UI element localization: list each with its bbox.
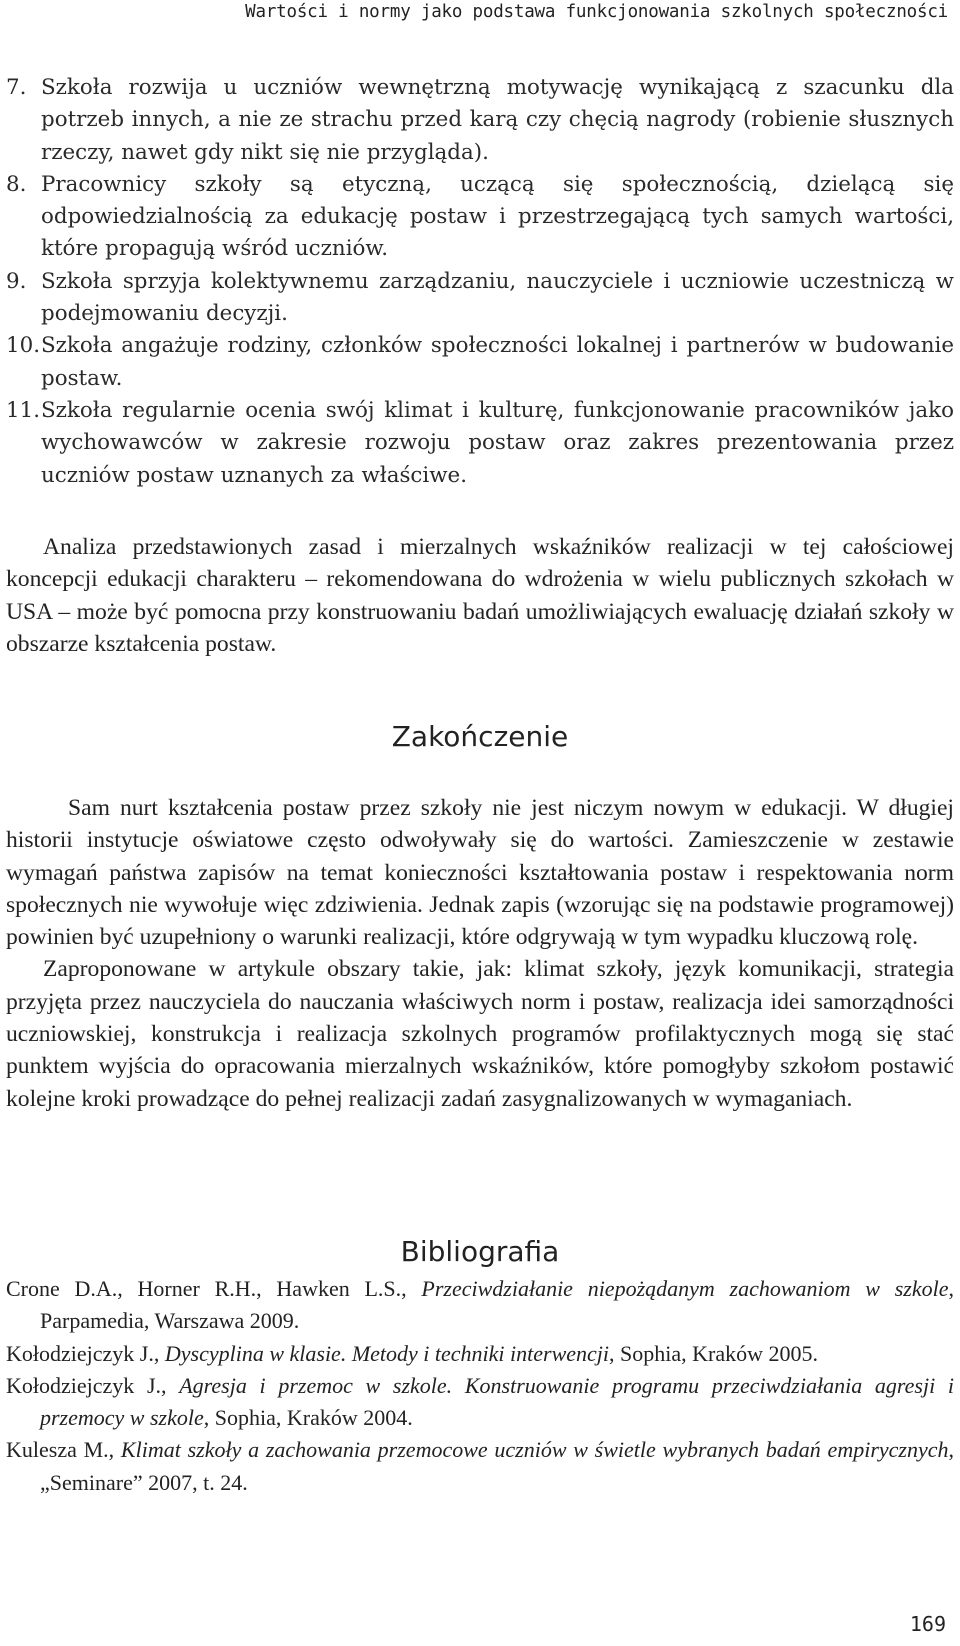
list-item-text: Pracownicy szkoły są etyczną, uczącą się społecznością, dzielącą się odpowiedzialnością za edukację postaw i przestrzegającą tych samych wartości, które propagują wśród uczniów. [41,171,954,262]
list-item-text: Szkoła regularnie ocenia swój klimat i kulturę, funkcjonowanie pracowników jako wychowawców w zakresie rozwoju postaw oraz zakres prezentowania przez uczniów postaw uznanych za właściwe. [41,397,954,488]
bib-title: Klimat szkoły a zachowania przemocowe uczniów w świetle wybranych badań empirycznych [120,1437,949,1463]
bibliography-heading: Bibliografia [400,1235,560,1268]
bibliography-entry [6,1370,954,1435]
running-header: Wartości i normy jako podstawa funkcjonowania szkolnych społeczności [245,2,948,22]
list-item-text: Szkoła rozwija u uczniów wewnętrzną motywację wynikającą z szacunku dla potrzeb innych, a nie ze strachu przed karą czy chęcią nagrody (robienie słusznych rzeczy, nawet gdy nikt się nie przygląda). [41,75,954,165]
bib-authors: Kulesza M., [6,1437,121,1463]
bib-title: Przeciwdziałanie niepożądanym zachowaniom w szkole [421,1276,949,1301]
bib-authors: Kołodziejczyk J., [6,1372,180,1398]
bibliography-entry [6,1273,954,1338]
page-number: 169 [909,1612,946,1636]
bib-authors: Kołodziejczyk J., [6,1340,165,1366]
list-item-text: Szkoła angażuje rodziny, członków społeczności lokalnej i partnerów w budowanie postaw. [41,333,954,391]
bib-authors: Crone D.A., Horner R.H., Hawken L.S., [6,1276,422,1301]
conclusion-heading: Zakończenie [391,720,569,753]
bib-publication: , „Seminare” 2007, t. 24. [40,1437,954,1495]
list-item-number: 8. [6,171,27,197]
bib-title: Agresja i przemoc w szkole. Konstruowanie programu przeciwdziałania agresji i przemocy w szkole [40,1372,954,1431]
principles-list [6,72,954,492]
bibliography-entry [6,1338,954,1370]
conclusion-body [6,792,954,1115]
bibliography-entry [6,1434,954,1499]
list-item-number: 10. [6,333,41,359]
list-item [6,72,954,169]
bib-publication: , Sophia, Kraków 2004. [203,1405,413,1431]
list-item-number: 9. [6,268,27,294]
list-item [6,330,954,395]
list-item [6,169,954,266]
list-item-number: 11. [6,397,41,423]
list-item-text: Szkoła sprzyja kolektywnemu zarządzaniu, nauczyciele i uczniowie uczestniczą w podejmowaniu decyzji. [41,268,954,327]
list-item-number: 7. [6,75,27,100]
list-item [6,266,954,331]
bib-publication: , Parpamedia, Warszawa 2009. [40,1276,954,1334]
conclusion-paragraph: Zaproponowane w artykule obszary takie, jak: klimat szkoły, język komunikacji, strategia przyjęta przez nauczyciela do nauczania właściwych norm i postaw, realizacja idei samorządności uczniowskiej, konstrukcja i realizacja szkolnych programów profilaktycznych mogą się stać punktem wyjścia do opracowania mierzalnych wskaźników, które pomogłyby szkołom postawić kolejne kroki prowadzące do pełnej realizacji zadań zasygnalizowanych w wymaganiach. [6,956,954,1112]
conclusion-paragraph: Sam nurt kształcenia postaw przez szkoły nie jest niczym nowym w edukacji. W długiej historii instytucje oświatowe często odwoływały się do wartości. Zamieszczenie w zestawie wymagań państwa zapisów na temat konieczności kształtowania postaw i respektowania norm społecznych nie wywołuje więc zdziwienia. Jednak zapis (wzorując się na podstawie programowej) powinien być uzupełniony o warunki realizacji, które odgrywają w tym wypadku kluczową rolę. [6,795,954,951]
list-item [6,395,954,492]
bib-publication: , Sophia, Kraków 2005. [609,1340,818,1366]
summary-paragraph: Analiza przedstawionych zasad i mierzalnych wskaźników realizacji w tej całościowej koncepcji edukacji charakteru – rekomendowana do wdrożenia w wielu publicznych szkołach w USA – może być pomocna przy konstruowaniu badań umożliwiających ewaluację działań szkoły w obszarze kształcenia postaw. [6,534,954,657]
bib-title: Dyscyplina w klasie. Metody i techniki interwencji [164,1340,610,1366]
bibliography-list [6,1273,954,1499]
